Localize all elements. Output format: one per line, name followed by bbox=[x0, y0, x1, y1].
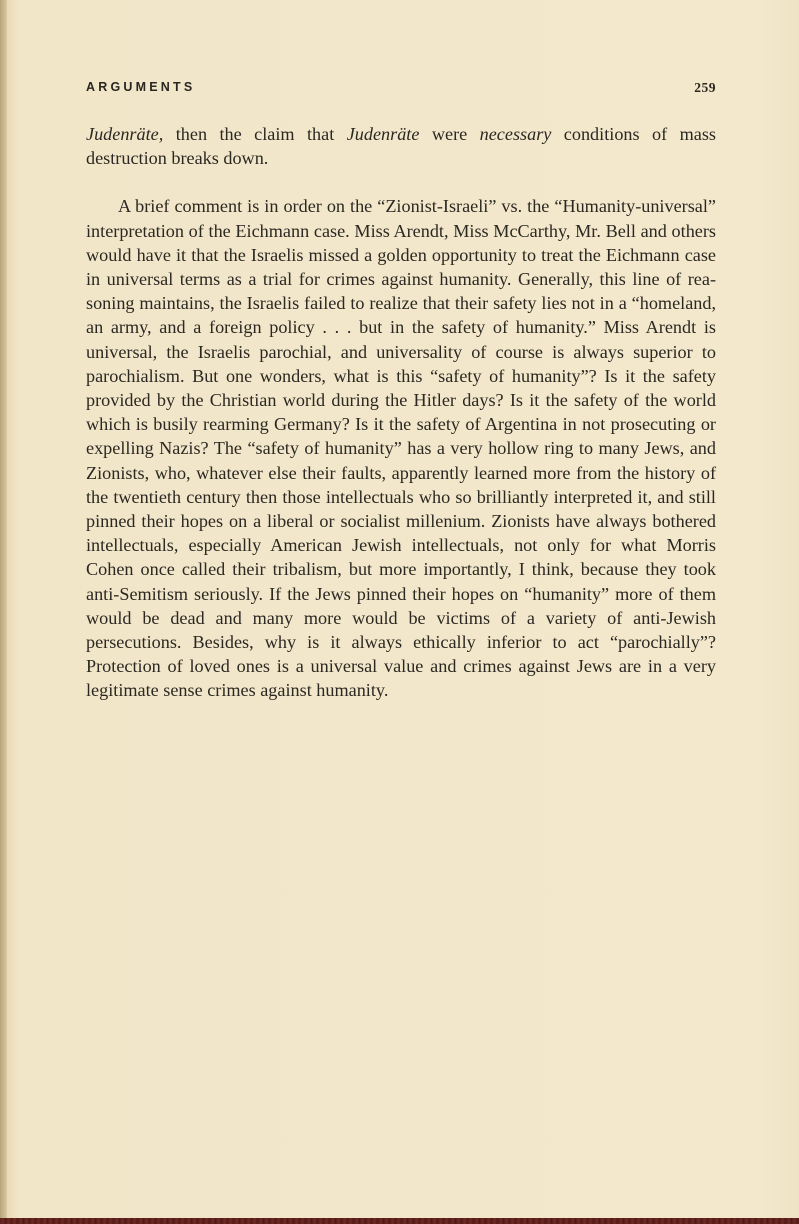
section-title: ARGUMENTS bbox=[86, 80, 196, 94]
italic-term: Judenräte, bbox=[86, 124, 164, 144]
italic-term: Judenräte bbox=[346, 124, 420, 144]
paragraph: A brief comment is in order on the “Zionist-Israeli” vs. the “Humanity-universal” interpretation of the Eichmann case. Miss Arendt, Miss McCarthy, Mr. Bell and others would have it that the Israelis missed a golden opportunity to treat the Eichmann case in universal terms as a trial for crimes against humanity. Generally, this line of reasoning maintains, the Israelis failed to realize that their safety lies not in a “homeland, an army, and a foreign policy . . . but in the safety of humanity.” Miss Arendt is universal, the Israelis parochial, and universality of course is always superior to parochialism. But one wonders, what is this “safety of humanity”? Is it the safety provided by the Christian world during the Hitler days? Is it the safety of the world which is busily rearming Germany? Is it the safety of Argentina in not prosecuting or expelling Nazis? The “safety of humanity” has a very hollow ring to many Jews, and Zionists, who, whatever else their faults, apparently learned more from the history of the twentieth century then those intellectuals who so brilliantly interpreted it, and still pinned their hopes on a liberal or socialist millenium. Zionists have always bothered intellectuals, especially American Jewish intellectuals, not only for what Morris Cohen once called their tribalism, but more importantly, I think, because they took anti-Semitism seriously. If the Jews pinned their hopes on “humanity” more of them would be dead and many more would be victims of a variety of anti-Jewish persecutions. Besides, why is it always ethically inferior to act “parochially”? Protection of loved ones is a universal value and crimes against Jews are in a very legitimate sense crimes against humanity. bbox=[86, 196, 716, 701]
page-number: 259 bbox=[694, 80, 716, 95]
body-text bbox=[86, 122, 716, 703]
italic-term: necessary bbox=[479, 124, 552, 144]
paragraph-text: then the claim that bbox=[163, 124, 347, 144]
page-bottom-edge bbox=[0, 1218, 799, 1224]
paragraph-text: conditions of mass destruction breaks down. bbox=[86, 124, 716, 169]
spine-shadow bbox=[0, 0, 7, 1224]
paragraph-continued bbox=[86, 122, 716, 170]
running-head bbox=[86, 80, 716, 100]
paragraph-text: were bbox=[419, 124, 480, 144]
